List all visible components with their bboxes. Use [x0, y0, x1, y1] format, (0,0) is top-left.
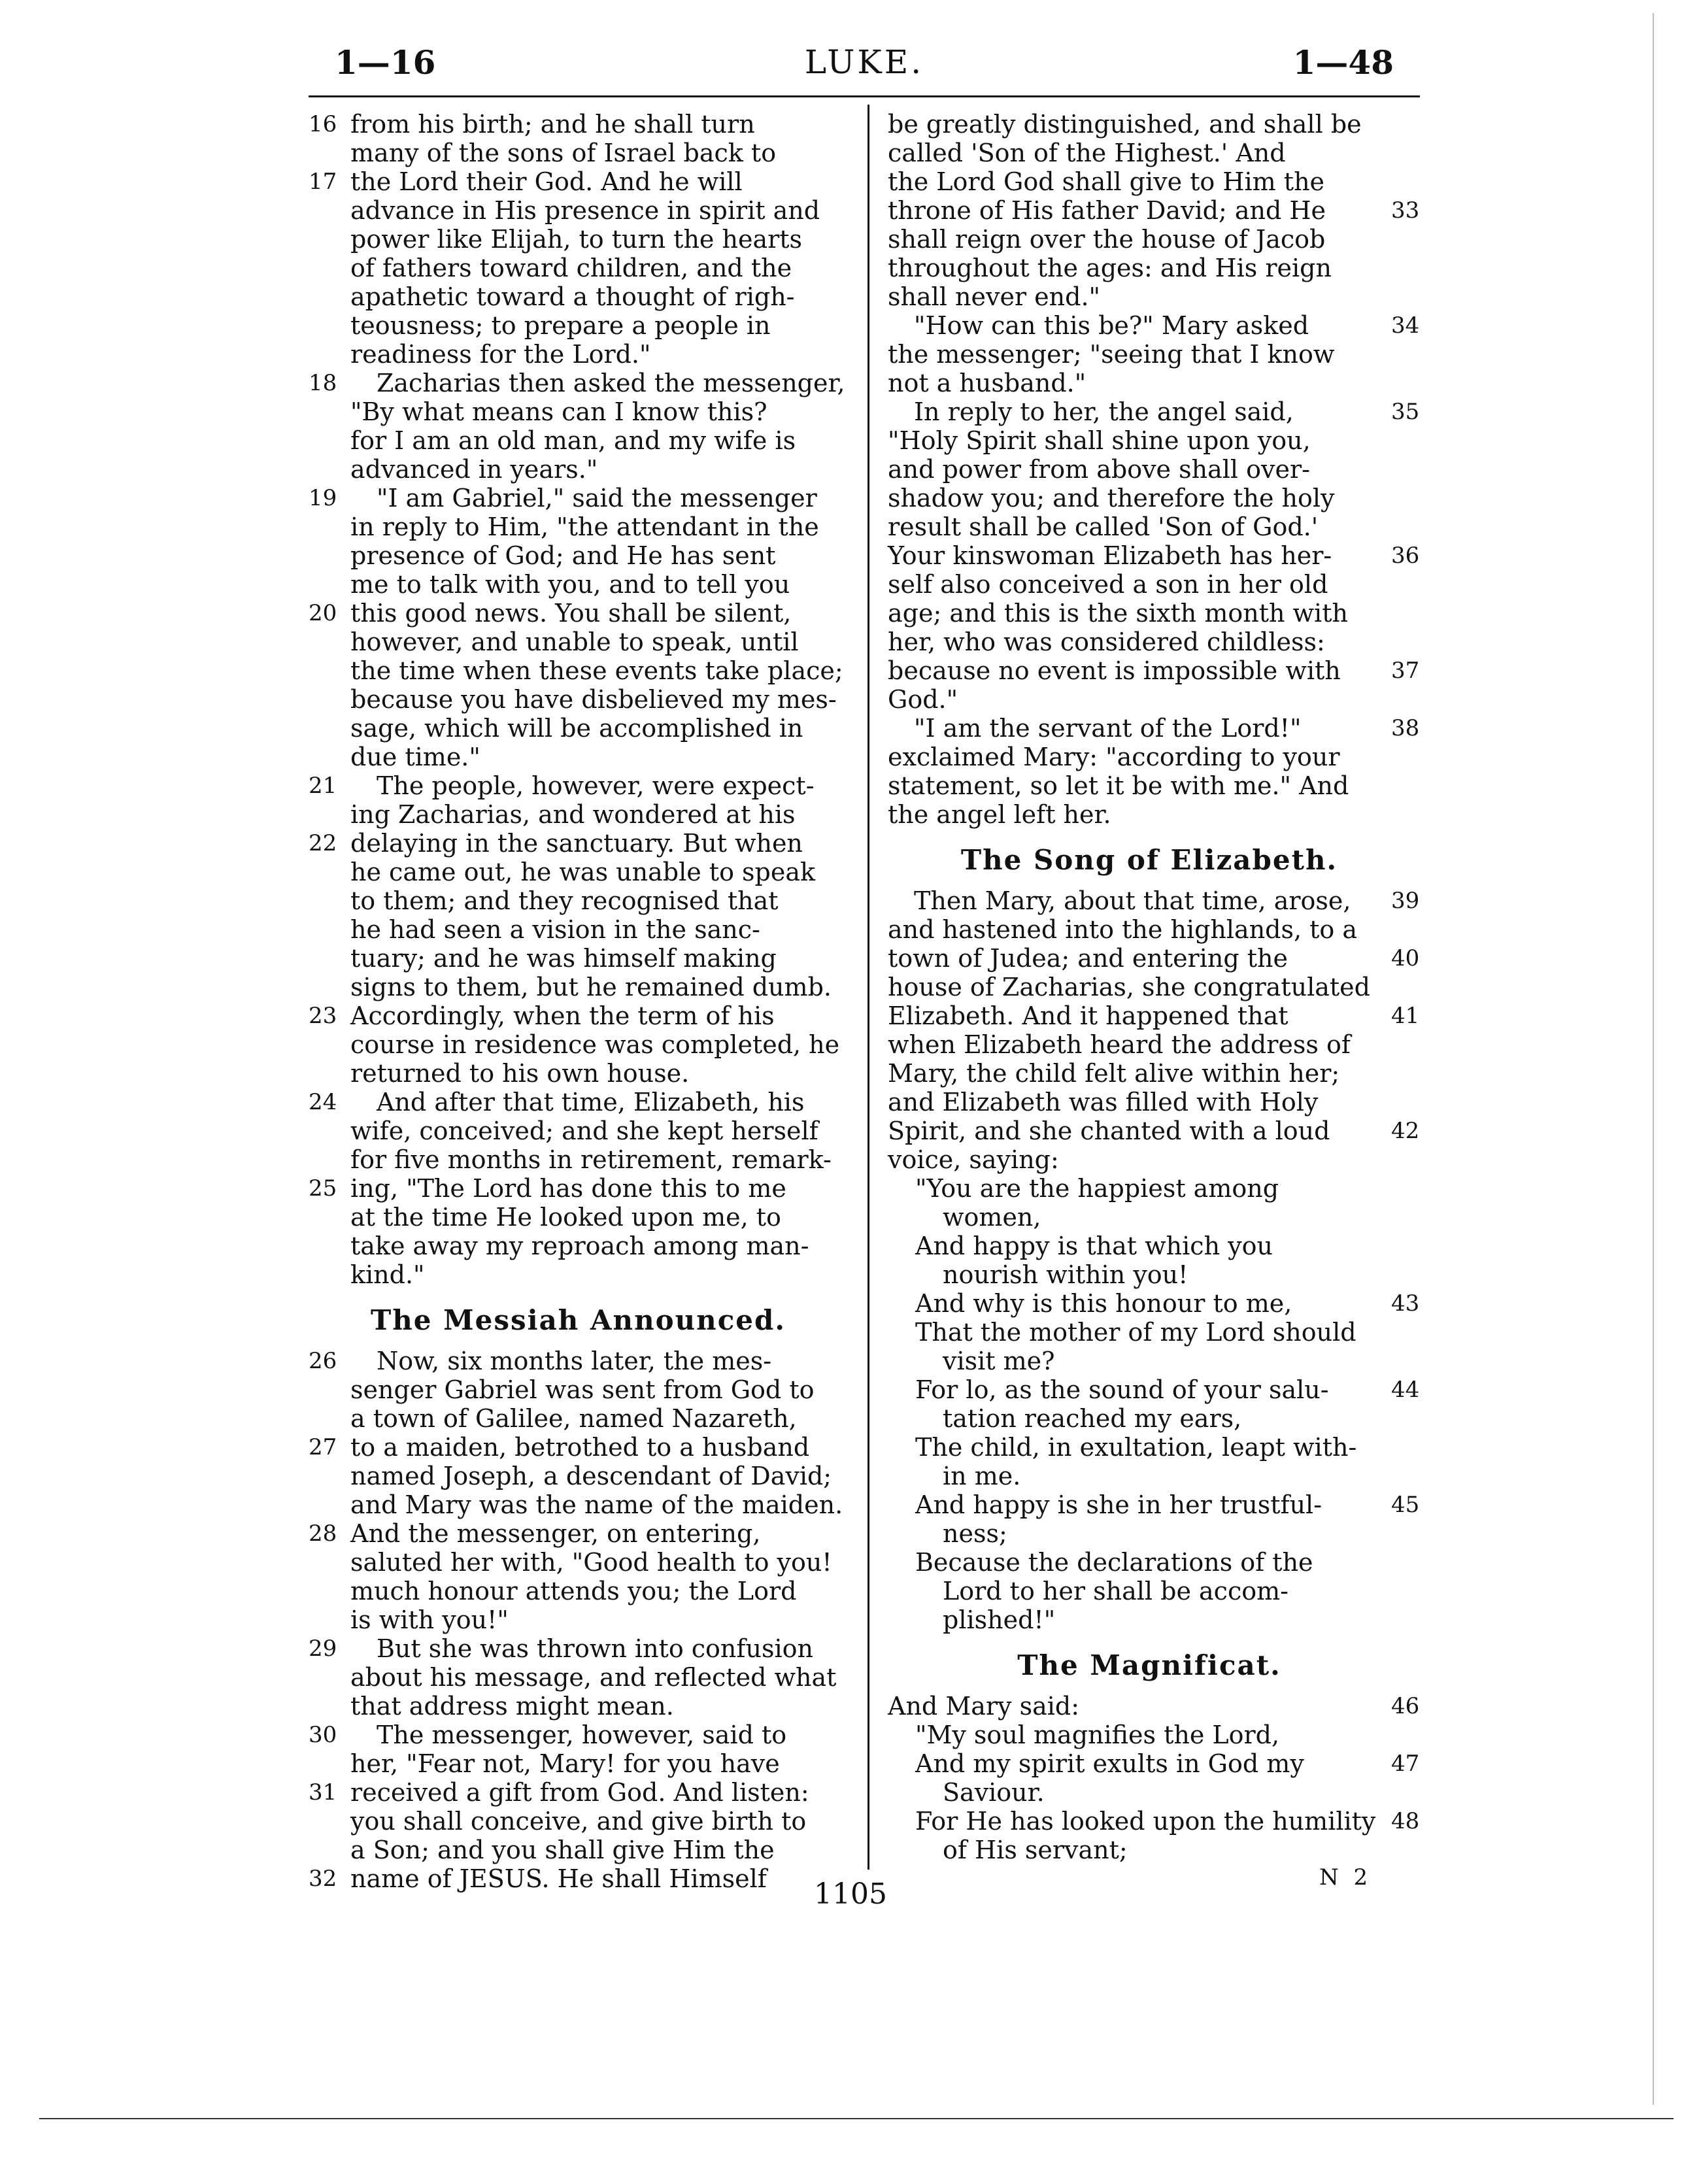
text-line: [888, 254, 1411, 282]
running-header: [309, 43, 1420, 89]
book-title: LUKE.: [804, 43, 924, 81]
text-line: [309, 1001, 848, 1030]
text-line: [309, 455, 848, 484]
verse-number: 46: [1391, 1693, 1420, 1719]
line-text: women,: [943, 1203, 1041, 1232]
text-line: [309, 1692, 848, 1721]
verse-number: 35: [1391, 399, 1420, 425]
text-line: [888, 1433, 1411, 1462]
section-heading: The Magnificat.: [1017, 1649, 1281, 1681]
verse-number: 47: [1391, 1751, 1420, 1777]
text-line: [888, 1778, 1411, 1807]
line-text: tuary; and he was himself making: [350, 944, 777, 973]
line-text: and Elizabeth was filled with Holy: [888, 1088, 1319, 1117]
verse-number: 28: [309, 1520, 337, 1547]
verse-number: 32: [309, 1866, 337, 1892]
text-line: [309, 1462, 848, 1490]
scan-edge-line-right: [1653, 13, 1654, 2105]
line-text: wife, conceived; and she kept herself: [350, 1117, 818, 1145]
text-line: [888, 1059, 1411, 1088]
text-line: [888, 1749, 1420, 1778]
text-line: [888, 886, 1420, 915]
line-text: due time.": [350, 743, 480, 771]
text-line: [309, 944, 848, 973]
text-line: [888, 225, 1411, 254]
line-text: this good news. You shall be silent,: [350, 599, 792, 628]
line-text: named Joseph, a descendant of David;: [350, 1462, 832, 1490]
line-text: you shall conceive, and give birth to: [350, 1807, 807, 1836]
text-line: [888, 369, 1411, 397]
text-line: [888, 426, 1411, 455]
line-text: sage, which will be accomplished in: [350, 714, 803, 743]
text-line: [888, 771, 1411, 800]
text-line: [309, 282, 848, 311]
section-heading: The Song of Elizabeth.: [960, 844, 1338, 876]
text-line: [309, 570, 848, 599]
verse-number: 26: [309, 1348, 337, 1374]
text-line: [309, 1605, 848, 1634]
text-line: [888, 1174, 1411, 1203]
text-line: [888, 1203, 1411, 1232]
text-line: [309, 1375, 848, 1404]
left-column: [309, 110, 848, 1893]
line-text: however, and unable to speak, until: [350, 628, 799, 656]
text-line: [309, 628, 848, 656]
line-text: In reply to her, the angel said,: [914, 397, 1294, 426]
line-text: "I am Gabriel," said the messenger: [377, 484, 817, 512]
text-line: [888, 1462, 1411, 1490]
line-text: Because the declarations of the: [915, 1548, 1313, 1577]
verse-number: 20: [309, 600, 337, 626]
text-line: [309, 254, 848, 282]
line-text: Accordingly, when the term of his: [350, 1001, 775, 1030]
text-line: [888, 1404, 1411, 1433]
line-text: many of the sons of Israel back to: [350, 139, 777, 167]
line-text: Zacharias then asked the messenger,: [377, 369, 845, 397]
text-line: [309, 1721, 848, 1749]
line-text: apathetic toward a thought of righ-: [350, 282, 795, 311]
verse-number: 22: [309, 830, 337, 856]
line-text: age; and this is the sixth month with: [888, 599, 1348, 628]
line-text: to them; and they recognised that: [350, 886, 779, 915]
line-text: The child, in exultation, leapt with-: [915, 1433, 1357, 1462]
verse-number: 27: [309, 1434, 337, 1460]
text-line: [888, 1836, 1411, 1864]
line-text: Saviour.: [943, 1778, 1045, 1807]
text-line: [888, 743, 1411, 771]
text-line: [309, 541, 848, 570]
line-text: when Elizabeth heard the address of: [888, 1030, 1351, 1059]
line-text: "My soul magnifies the Lord,: [915, 1721, 1280, 1749]
text-line: [309, 340, 848, 369]
line-text: And why is this honour to me,: [915, 1289, 1292, 1318]
text-line: [309, 484, 848, 512]
text-line: [309, 1203, 848, 1232]
text-line: [309, 225, 848, 254]
text-line: [309, 1663, 848, 1692]
verse-number: 29: [309, 1636, 337, 1662]
text-line: [888, 1001, 1420, 1030]
text-line: [888, 915, 1411, 944]
verse-number: 41: [1391, 1003, 1420, 1029]
line-text: readiness for the Lord.": [350, 340, 651, 369]
text-line: [888, 282, 1411, 311]
line-text: and power from above shall over-: [888, 455, 1310, 484]
line-text: from his birth; and he shall turn: [350, 110, 755, 139]
text-line: [309, 771, 848, 800]
text-line: [888, 1692, 1420, 1721]
verse-number: 18: [309, 370, 337, 396]
text-line: [888, 1088, 1411, 1117]
text-line: [309, 886, 848, 915]
text-line: [888, 1318, 1411, 1347]
text-line: [309, 139, 848, 167]
verse-number: 19: [309, 485, 337, 511]
text-line: [888, 1260, 1411, 1289]
verse-number: 16: [309, 111, 337, 137]
text-line: [888, 167, 1411, 196]
line-text: advanced in years.": [350, 455, 598, 484]
line-text: he came out, he was unable to speak: [350, 858, 816, 886]
line-text: take away my reproach among man-: [350, 1232, 809, 1260]
header-left-reference: 1—16: [335, 43, 436, 82]
text-line: [309, 1174, 848, 1203]
text-line: [888, 714, 1420, 743]
line-text: the messenger; "seeing that I know: [888, 340, 1335, 369]
line-text: voice, saying:: [888, 1145, 1059, 1174]
text-line: [888, 196, 1420, 225]
text-line: [309, 397, 848, 426]
verse-number: 45: [1391, 1492, 1420, 1518]
page-number: 1105: [814, 1877, 887, 1911]
column-divider: [867, 105, 869, 1870]
line-text: The people, however, were expect-: [377, 771, 815, 800]
line-text: kind.": [350, 1260, 425, 1289]
line-text: because no event is impossible with: [888, 656, 1341, 685]
text-line: [309, 685, 848, 714]
line-text: And after that time, Elizabeth, his: [377, 1088, 805, 1117]
text-line: [309, 656, 848, 685]
line-text: shall never end.": [888, 282, 1101, 311]
verse-number: 21: [309, 773, 337, 799]
line-text: for I am an old man, and my wife is: [350, 426, 796, 455]
text-line: [888, 484, 1411, 512]
line-text: a town of Galilee, named Nazareth,: [350, 1404, 797, 1433]
text-line: [309, 167, 848, 196]
line-text: because you have disbelieved my mes-: [350, 685, 837, 714]
line-text: that address might mean.: [350, 1692, 674, 1721]
line-text: is with you!": [350, 1605, 509, 1634]
text-line: [309, 1030, 848, 1059]
text-line: [888, 944, 1420, 973]
line-text: And happy is she in her trustful-: [915, 1490, 1322, 1519]
line-text: tation reached my ears,: [943, 1404, 1242, 1433]
text-line: [888, 512, 1411, 541]
text-line: [888, 1030, 1411, 1059]
line-text: ness;: [943, 1519, 1007, 1548]
verse-number: 40: [1391, 945, 1420, 971]
line-text: about his message, and reflected what: [350, 1663, 837, 1692]
line-text: presence of God; and He has sent: [350, 541, 776, 570]
line-text: of fathers toward children, and the: [350, 254, 792, 282]
line-text: Spirit, and she chanted with a loud: [888, 1117, 1330, 1145]
line-text: statement, so let it be with me." And: [888, 771, 1349, 800]
header-rule: [309, 95, 1420, 97]
text-line: [309, 1807, 848, 1836]
line-text: shadow you; and therefore the holy: [888, 484, 1335, 512]
verse-number: 36: [1391, 543, 1420, 569]
line-text: The messenger, however, said to: [377, 1721, 787, 1749]
verse-number: 33: [1391, 197, 1420, 224]
text-line: [309, 1145, 848, 1174]
line-text: God.": [888, 685, 958, 714]
line-text: Your kinswoman Elizabeth has her-: [888, 541, 1332, 570]
line-text: self also conceived a son in her old: [888, 570, 1328, 599]
text-line: [888, 1117, 1420, 1145]
text-line: [309, 1059, 848, 1088]
text-line: [309, 1088, 848, 1117]
line-text: to a maiden, betrothed to a husband: [350, 1433, 810, 1462]
verse-number: 17: [309, 169, 337, 195]
line-text: exclaimed Mary: "according to your: [888, 743, 1340, 771]
line-text: advance in His presence in spirit and: [350, 196, 820, 225]
line-text: Elizabeth. And it happened that: [888, 1001, 1288, 1030]
text-line: [309, 599, 848, 628]
line-text: be greatly distinguished, and shall be: [888, 110, 1362, 139]
line-text: signs to them, but he remained dumb.: [350, 973, 832, 1001]
line-text: of His servant;: [943, 1836, 1128, 1864]
line-text: and hastened into the highlands, to a: [888, 915, 1358, 944]
header-right-reference: 1—48: [1292, 43, 1394, 82]
text-line: [309, 512, 848, 541]
line-text: the angel left her.: [888, 800, 1111, 829]
line-text: a Son; and you shall give Him the: [350, 1836, 775, 1864]
text-line: [888, 311, 1420, 340]
text-line: [309, 1577, 848, 1605]
line-text: at the time He looked upon me, to: [350, 1203, 781, 1232]
text-line: [309, 1836, 848, 1864]
verse-number: 38: [1391, 715, 1420, 741]
text-line: [309, 1117, 848, 1145]
line-text: course in residence was completed, he: [350, 1030, 840, 1059]
signature-mark: N 2: [1319, 1864, 1372, 1890]
line-text: For lo, as the sound of your salu-: [915, 1375, 1329, 1404]
text-line: [309, 973, 848, 1001]
line-text: And happy is that which you: [915, 1232, 1273, 1260]
text-line: [309, 1490, 848, 1519]
text-line: [309, 369, 848, 397]
text-line: [888, 1721, 1411, 1749]
line-text: Mary, the child felt alive within her;: [888, 1059, 1340, 1088]
verse-number: 43: [1391, 1290, 1420, 1317]
text-line: [309, 915, 848, 944]
line-text: me to talk with you, and to tell you: [350, 570, 790, 599]
verse-number: 24: [309, 1089, 337, 1115]
text-line: [309, 110, 848, 139]
text-line: [888, 340, 1411, 369]
text-line: [888, 656, 1420, 685]
line-text: not a husband.": [888, 369, 1086, 397]
line-text: name of JESUS. He shall Himself: [350, 1864, 767, 1893]
verse-number: 31: [309, 1779, 337, 1806]
text-line: [309, 1260, 848, 1289]
verse-number: 37: [1391, 658, 1420, 684]
verse-number: 39: [1391, 888, 1420, 914]
text-line: [888, 1548, 1411, 1577]
text-line: [309, 1404, 848, 1433]
line-text: her, who was considered childless:: [888, 628, 1325, 656]
right-column: [888, 110, 1420, 1864]
text-line: [888, 110, 1411, 139]
text-line: [888, 685, 1411, 714]
text-line: [888, 1375, 1420, 1404]
text-line: [309, 1778, 848, 1807]
text-line: [888, 397, 1420, 426]
line-text: delaying in the sanctuary. But when: [350, 829, 803, 858]
text-line: [309, 1232, 848, 1260]
line-text: ing, "The Lord has done this to me: [350, 1174, 786, 1203]
text-line: [309, 714, 848, 743]
line-text: shall reign over the house of Jacob: [888, 225, 1326, 254]
text-line: [888, 628, 1411, 656]
line-text: returned to his own house.: [350, 1059, 690, 1088]
line-text: Lord to her shall be accom-: [943, 1577, 1288, 1605]
line-text: And the messenger, on entering,: [350, 1519, 761, 1548]
line-text: Now, six months later, the mes-: [377, 1347, 772, 1375]
line-text: the Lord God shall give to Him the: [888, 167, 1325, 196]
text-line: [888, 1490, 1420, 1519]
line-text: Then Mary, about that time, arose,: [914, 886, 1351, 915]
line-text: received a gift from God. And listen:: [350, 1778, 809, 1807]
text-line: [888, 570, 1411, 599]
line-text: and Mary was the name of the maiden.: [350, 1490, 843, 1519]
line-text: plished!": [943, 1605, 1056, 1634]
line-text: "By what means can I know this?: [350, 397, 767, 426]
text-line: [309, 829, 848, 858]
text-line: [309, 1433, 848, 1462]
verse-number: 48: [1391, 1808, 1420, 1834]
line-text: For He has looked upon the humility: [915, 1807, 1376, 1836]
line-text: called 'Son of the Highest.' And: [888, 139, 1286, 167]
verse-number: 30: [309, 1722, 337, 1748]
text-line: [888, 1145, 1411, 1174]
text-line: [888, 541, 1420, 570]
text-line: [309, 1519, 848, 1548]
text-line: [309, 858, 848, 886]
line-text: visit me?: [943, 1347, 1055, 1375]
line-text: nourish within you!: [943, 1260, 1188, 1289]
text-line: [309, 1634, 848, 1663]
line-text: for five months in retirement, remark-: [350, 1145, 832, 1174]
line-text: power like Elijah, to turn the hearts: [350, 225, 803, 254]
text-line: [888, 1347, 1411, 1375]
verse-number: 23: [309, 1003, 337, 1029]
line-text: But she was thrown into confusion: [377, 1634, 813, 1663]
text-line: [888, 1519, 1411, 1548]
text-line: [309, 1749, 848, 1778]
text-line: [888, 800, 1411, 829]
text-line: [888, 1577, 1411, 1605]
line-text: And Mary said:: [888, 1692, 1080, 1721]
verse-number: 25: [309, 1175, 337, 1201]
line-text: "How can this be?" Mary asked: [914, 311, 1309, 340]
text-line: [309, 1347, 848, 1375]
line-text: That the mother of my Lord should: [915, 1318, 1356, 1347]
line-text: teousness; to prepare a people in: [350, 311, 771, 340]
line-text: saluted her with, "Good health to you!: [350, 1548, 832, 1577]
verse-number: 44: [1391, 1377, 1420, 1403]
line-text: house of Zacharias, she congratulated: [888, 973, 1370, 1001]
text-line: [888, 1289, 1420, 1318]
text-line: [888, 1807, 1420, 1836]
text-line: [309, 1548, 848, 1577]
text-line: [888, 1232, 1411, 1260]
line-text: "I am the servant of the Lord!": [914, 714, 1302, 743]
text-line: [888, 973, 1411, 1001]
line-text: much honour attends you; the Lord: [350, 1577, 797, 1605]
text-line: [888, 139, 1411, 167]
section-heading: The Messiah Announced.: [371, 1304, 786, 1336]
text-line: [888, 1605, 1411, 1634]
text-line: [309, 196, 848, 225]
line-text: her, "Fear not, Mary! for you have: [350, 1749, 780, 1778]
line-text: he had seen a vision in the sanc-: [350, 915, 760, 944]
line-text: "You are the happiest among: [915, 1174, 1279, 1203]
line-text: town of Judea; and entering the: [888, 944, 1288, 973]
text-line: [888, 455, 1411, 484]
line-text: throne of His father David; and He: [888, 196, 1326, 225]
scan-edge-line: [39, 2118, 1674, 2119]
verse-number: 34: [1391, 312, 1420, 339]
line-text: senger Gabriel was sent from God to: [350, 1375, 815, 1404]
line-text: ing Zacharias, and wondered at his: [350, 800, 796, 829]
line-text: the time when these events take place;: [350, 656, 843, 685]
line-text: in me.: [943, 1462, 1021, 1490]
line-text: the Lord their God. And he will: [350, 167, 743, 196]
line-text: And my spirit exults in God my: [915, 1749, 1304, 1778]
line-text: "Holy Spirit shall shine upon you,: [888, 426, 1311, 455]
line-text: throughout the ages: and His reign: [888, 254, 1332, 282]
line-text: in reply to Him, "the attendant in the: [350, 512, 819, 541]
verse-number: 42: [1391, 1118, 1420, 1144]
text-line: [309, 743, 848, 771]
text-line: [309, 800, 848, 829]
line-text: result shall be called 'Son of God.': [888, 512, 1319, 541]
text-line: [309, 426, 848, 455]
text-line: [888, 599, 1411, 628]
text-line: [309, 311, 848, 340]
